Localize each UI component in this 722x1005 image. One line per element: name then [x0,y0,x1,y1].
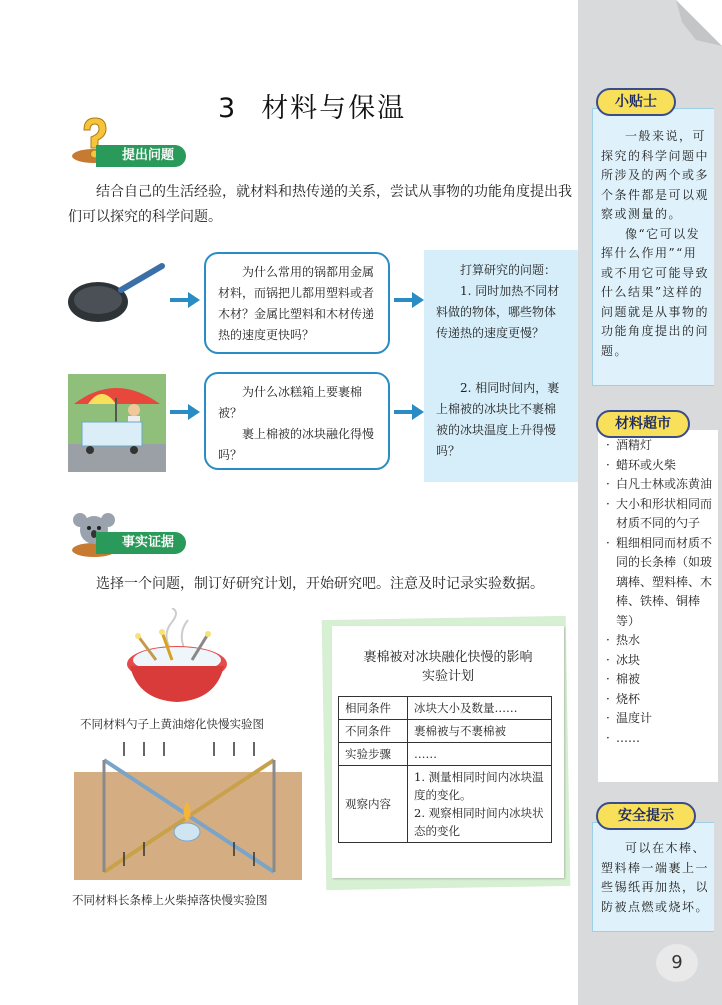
question-section-tag: 提出问题 [96,145,186,167]
research-plan-item-2: 2. 相同时间内，裹上棉被的冰块比不裹棉被的冰块温度上升得慢吗？ [436,381,560,458]
research-plan-title: 打算研究的问题： [460,263,557,277]
ice-cream-cart-image [68,374,166,472]
material-item: · 白凡士林或冻黄油 [604,475,716,495]
material-item: · …… [604,729,716,749]
observe-item-1: 1. 测量相同时间内冰块温度的变化。 [414,770,544,802]
page-corner-fold [676,0,722,46]
material-item: · 温度计 [604,709,716,729]
question-intro: 结合自己的生活经验，就材料和热传递的关系，尝试从事物的功能角度提出我们可以探究的科学问题。 [68,184,572,225]
question-box-cart [204,372,390,470]
experiment-plan-title-1: 裹棉被对冰块融化快慢的影响 [363,650,533,665]
safety-box [592,822,714,932]
experiment-plan-title [332,648,564,686]
material-item: · 大小和形状相同而材质不同的勺子 [604,495,716,534]
arrow-icon [394,404,424,420]
table-row [339,720,552,743]
research-plan-box [424,250,578,482]
table-cell-label: 不同条件 [339,720,408,743]
spoon-butter-experiment-image [122,608,232,708]
table-cell-value: 裹棉被与不裹棉被 [408,720,552,743]
question-cart-line-2: 裹上棉被的冰块融化得慢吗？ [218,427,375,462]
material-item: · 棉被 [604,670,716,690]
material-market-tag: 材料超市 [596,410,690,438]
material-list [604,436,716,748]
table-cell-value: 冰块大小及数量…… [408,697,552,720]
table-row [339,743,552,766]
material-item: · 冰块 [604,651,716,671]
table-row [339,766,552,843]
observe-item-2: 2. 观察相同时间内冰块状态的变化 [414,806,544,838]
experiment-plan-table [338,696,552,843]
material-item: · 热水 [604,631,716,651]
page-number: 9 [656,944,698,982]
table-cell-value [408,766,552,843]
safety-tag: 安全提示 [596,802,696,830]
rod-match-experiment-image [74,732,304,882]
page-title [218,86,406,125]
material-item: · 粗细相同而材质不同的长条棒（如玻璃棒、塑料棒、木棒、铁棒、铜棒等） [604,534,716,632]
tips-box [592,108,714,386]
experiment-plan-title-2: 实验计划 [421,669,474,684]
question-cart-line-1: 为什么冰糕箱上要裹棉被？ [218,385,363,420]
evidence-intro: 选择一个问题，制订好研究计划，开始研究吧。注意及时记录实验数据。 [96,576,544,592]
table-cell-value: …… [408,743,552,766]
material-item: · 蜡环或火柴 [604,456,716,476]
material-market-box [598,430,718,782]
safety-text: 可以在木棒、塑料棒一端裹上一些锡纸再加热，以防被点燃或烧坏。 [601,841,710,914]
arrow-icon [170,404,200,420]
material-item: · 酒精灯 [604,436,716,456]
research-plan-item-1: 1. 同时加热不同材料做的物体，哪些物体传递热的速度更慢？ [436,284,560,340]
lesson-title: 材料与保温 [261,93,407,124]
frying-pan-image [66,262,166,332]
arrow-icon [394,292,424,308]
table-cell-label: 相同条件 [339,697,408,720]
butter-experiment-caption: 不同材料勺子上黄油熔化快慢实验图 [80,717,264,731]
table-row [339,697,552,720]
material-item: · 烧杯 [604,690,716,710]
tips-tag: 小贴士 [596,88,676,116]
evidence-section-tag: 事实证据 [96,532,186,554]
tips-paragraph-2: 像“它可以发挥什么作用”“用或不用它可能导致什么结果”这样的问题就是从事物的功能角度提出的问题。 [601,226,710,358]
question-box-pan: 为什么常用的锅都用金属材料，而锅把儿都用塑料或者木材？金属比塑料和木材传递热的速度更快吗？ [204,252,390,354]
table-cell-label: 实验步骤 [339,743,408,766]
table-cell-label: 观察内容 [339,766,408,843]
lesson-number: 3 [218,93,238,124]
tips-paragraph-1: 一般来说，可探究的科学问题中所涉及的两个或多个条件都是可以观察或测量的。 [601,129,710,221]
experiment-plan-paper [332,626,564,878]
arrow-icon [170,292,200,308]
rod-experiment-caption: 不同材料长条棒上火柴掉落快慢实验图 [72,893,268,907]
